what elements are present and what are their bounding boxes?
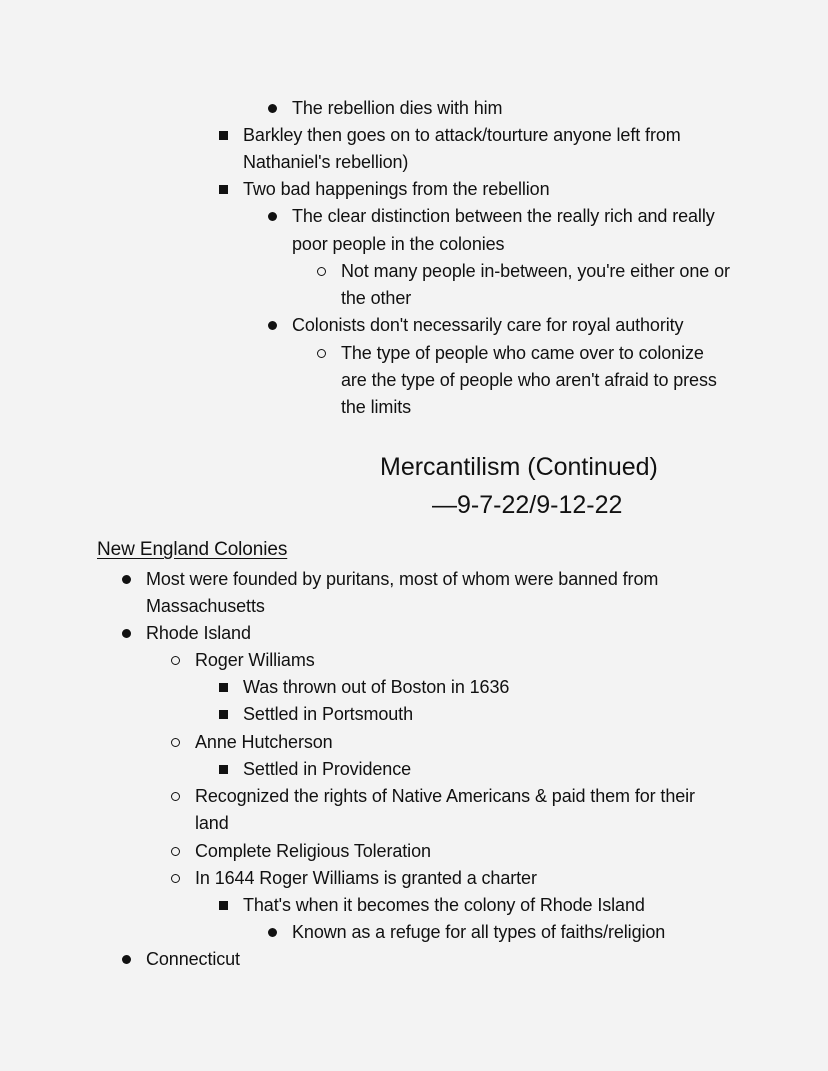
note-text: land xyxy=(195,813,229,833)
bullet-circle-icon xyxy=(171,847,180,856)
note-line xyxy=(292,95,502,122)
note-text: are the type of people who aren't afraid to press xyxy=(341,370,717,390)
note-text: Anne Hutcherson xyxy=(195,732,333,752)
note-line xyxy=(243,176,550,203)
bullet-dot-icon xyxy=(268,212,277,221)
note-text: That's when it becomes the colony of Rhode Island xyxy=(243,895,645,915)
note-line xyxy=(341,367,717,394)
bullet-circle-icon xyxy=(171,738,180,747)
bullet-circle-icon xyxy=(317,267,326,276)
bullet-dot-icon xyxy=(122,629,131,638)
note-line xyxy=(341,340,704,367)
page-date: —9-7-22/9-12-22 xyxy=(432,491,623,519)
bullet-dot-icon xyxy=(268,104,277,113)
note-text: Settled in Providence xyxy=(243,759,412,779)
bullet-square-icon xyxy=(219,710,228,719)
note-line xyxy=(146,620,251,647)
bullet-circle-icon xyxy=(171,874,180,883)
note-line xyxy=(243,149,408,176)
note-line xyxy=(292,231,504,258)
note-line xyxy=(146,593,265,620)
page-title: Mercantilism (Continued) xyxy=(380,453,658,481)
bullet-square-icon xyxy=(219,185,228,194)
bullet-circle-icon xyxy=(171,656,180,665)
note-text: Connecticut xyxy=(146,949,240,969)
note-line xyxy=(146,566,658,593)
note-text: Massachusetts xyxy=(146,596,265,616)
note-line xyxy=(195,783,695,810)
note-text: Nathaniel's rebellion) xyxy=(243,152,409,172)
bullet-square-icon xyxy=(219,131,228,140)
note-line xyxy=(195,810,229,837)
note-text: The rebellion dies with him xyxy=(292,98,503,118)
note-line xyxy=(292,919,665,946)
note-line xyxy=(195,647,315,674)
note-text: Complete Religious Toleration xyxy=(195,841,431,861)
bullet-square-icon xyxy=(219,765,228,774)
bullet-square-icon xyxy=(219,901,228,910)
bullet-dot-icon xyxy=(268,928,277,937)
note-line xyxy=(243,122,681,149)
note-text: Two bad happenings from the rebellion xyxy=(243,179,550,199)
note-text: The clear distinction between the really rich and really xyxy=(292,206,715,226)
note-text: poor people in the colonies xyxy=(292,234,505,254)
note-text: Known as a refuge for all types of faiths/religion xyxy=(292,922,666,942)
bullet-square-icon xyxy=(219,683,228,692)
note-line xyxy=(195,729,333,756)
note-line xyxy=(341,394,411,421)
note-line xyxy=(243,701,413,728)
note-line xyxy=(243,892,645,919)
note-text: the other xyxy=(341,288,412,308)
note-line xyxy=(243,756,411,783)
note-line xyxy=(243,674,509,701)
section-heading: New England Colonies xyxy=(97,539,288,560)
note-line xyxy=(292,203,715,230)
note-text: Was thrown out of Boston in 1636 xyxy=(243,677,510,697)
bullet-dot-icon xyxy=(268,321,277,330)
note-text: Most were founded by puritans, most of whom were banned from xyxy=(146,569,659,589)
bullet-circle-icon xyxy=(317,349,326,358)
note-line xyxy=(195,838,431,865)
note-line xyxy=(195,865,537,892)
note-line xyxy=(146,946,240,973)
note-text: Rhode Island xyxy=(146,623,251,643)
note-text: Roger Williams xyxy=(195,650,315,670)
note-text: In 1644 Roger Williams is granted a charter xyxy=(195,868,537,888)
note-line xyxy=(292,312,683,339)
note-text: Colonists don't necessarily care for royal authority xyxy=(292,315,684,335)
note-text: the limits xyxy=(341,397,412,417)
bullet-circle-icon xyxy=(171,792,180,801)
note-text: Recognized the rights of Native Americans & paid them for their xyxy=(195,786,695,806)
note-text: The type of people who came over to colonize xyxy=(341,343,704,363)
bullet-dot-icon xyxy=(122,575,131,584)
note-text: Barkley then goes on to attack/tourture anyone left from xyxy=(243,125,681,145)
note-text: Not many people in-between, you're either one or xyxy=(341,261,730,281)
note-line xyxy=(341,285,411,312)
note-line xyxy=(341,258,730,285)
bullet-dot-icon xyxy=(122,955,131,964)
note-text: Settled in Portsmouth xyxy=(243,704,413,724)
